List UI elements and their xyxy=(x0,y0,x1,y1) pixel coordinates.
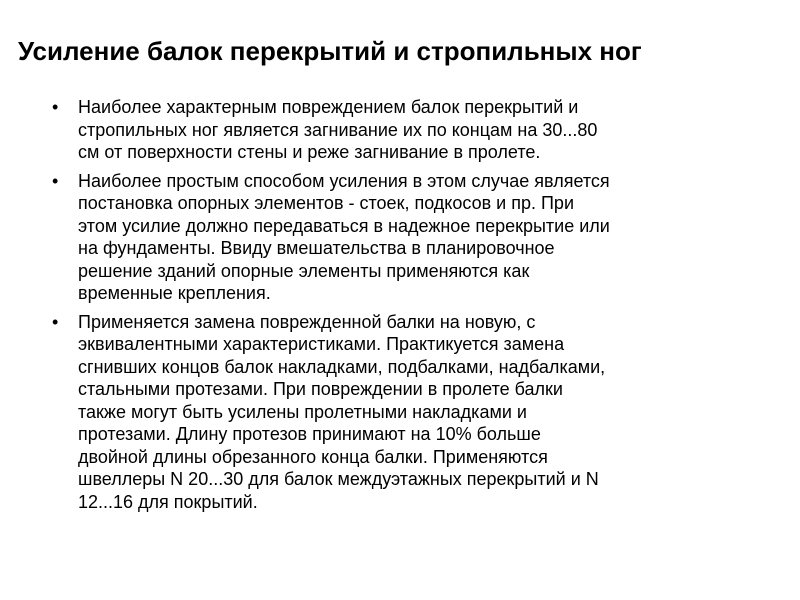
text-line: двойной длины обрезанного конца балки. Применяются xyxy=(78,446,548,467)
text-line: также могут быть усилены пролетными накладками и xyxy=(78,401,527,422)
bullet-item xyxy=(52,170,742,305)
text-line: эквивалентными характеристиками. Практикуется замена xyxy=(78,334,565,354)
text-line: швеллеры N 20...30 для балок междуэтажных перекрытий и N xyxy=(78,469,599,489)
text-line: стропильных ног является загнивание их по концам на 30...80 xyxy=(78,119,598,140)
text-line: Наиболее характерным повреждением балок перекрытий и xyxy=(78,97,579,117)
text-line: Применяется замена поврежденной балки на новую, с xyxy=(78,311,536,332)
text-line: стальными протезами. При повреждении в пролете балки xyxy=(78,379,563,399)
bullet-item xyxy=(52,311,742,514)
bullet-text xyxy=(78,311,742,514)
text-line: этом усилие должно передаваться в надежное перекрытие или xyxy=(78,215,610,236)
bullet-list xyxy=(52,96,742,519)
bullet-item xyxy=(52,96,742,164)
text-line: Наиболее простым способом усиления в этом случае является xyxy=(78,170,610,191)
bullet-marker: • xyxy=(52,97,59,117)
bullet-marker: • xyxy=(52,311,59,332)
bullet-marker: • xyxy=(52,170,59,191)
text-line: 12...16 для покрытий. xyxy=(78,491,258,512)
text-line: постановка опорных элементов - стоек, подкосов и пр. При xyxy=(78,193,574,213)
text-line: протезами. Длину протезов принимают на 10% больше xyxy=(78,424,541,444)
text-line: на фундаменты. Ввиду вмешательства в планировочное xyxy=(78,238,555,258)
text-line: см от поверхности стены и реже загнивание в пролете. xyxy=(78,142,541,162)
text-line: решение зданий опорные элементы применяются как xyxy=(78,260,530,281)
text-line: сгнивших концов балок накладками, подбалками, надбалками, xyxy=(78,356,606,377)
bullet-text xyxy=(78,170,742,305)
text-line: временные крепления. xyxy=(78,283,271,303)
slide-title: Усиление балок перекрытий и стропильных ног xyxy=(18,36,642,66)
bullet-text xyxy=(78,96,742,164)
